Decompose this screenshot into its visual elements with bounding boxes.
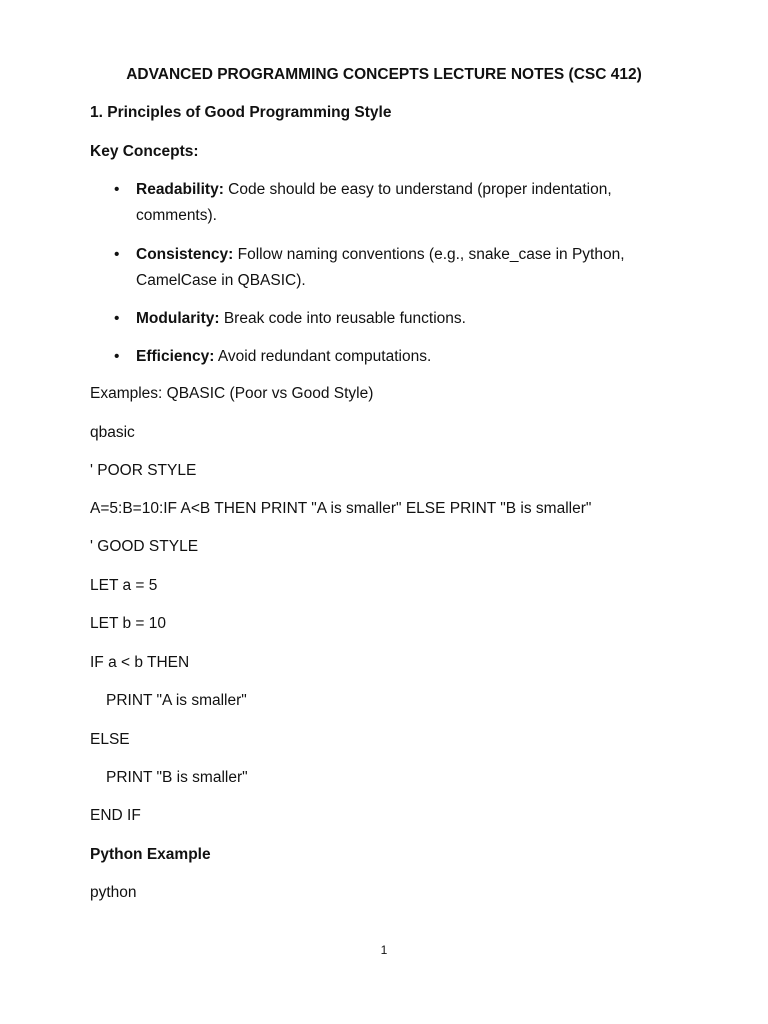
- code-line: LET a = 5: [90, 577, 158, 594]
- bullet-point: •: [114, 348, 120, 365]
- bullet-readability: [136, 177, 656, 229]
- document-title: ADVANCED PROGRAMMING CONCEPTS LECTURE NOTES (CSC 412): [126, 66, 642, 83]
- code-line: LET b = 10: [90, 615, 166, 632]
- bullet-point: •: [114, 181, 120, 198]
- bullet-text: Break code into reusable functions.: [219, 310, 466, 327]
- code-line: ELSE: [90, 731, 130, 748]
- key-concepts-heading: Key Concepts:: [90, 143, 199, 160]
- qbasic-label: qbasic: [90, 424, 135, 441]
- examples-label: Examples: QBASIC (Poor vs Good Style): [90, 385, 374, 402]
- bullet-efficiency: [136, 344, 656, 370]
- code-line: ' POOR STYLE: [90, 462, 197, 479]
- bullet-term: Readability:: [136, 181, 224, 198]
- bullet-text: Avoid redundant computations.: [214, 348, 432, 365]
- python-label: python: [90, 884, 137, 901]
- python-heading: Python Example: [90, 846, 211, 863]
- bullet-point: •: [114, 310, 120, 327]
- bullet-point: •: [114, 246, 120, 263]
- code-line: ' GOOD STYLE: [90, 538, 199, 555]
- bullet-term: Efficiency:: [136, 348, 215, 365]
- bullet-term: Consistency:: [136, 246, 234, 263]
- code-line: PRINT "A is smaller": [106, 692, 247, 709]
- bullet-term: Modularity:: [136, 310, 220, 327]
- bullet-consistency: [136, 242, 656, 294]
- code-line: END IF: [90, 807, 141, 824]
- code-line: PRINT "B is smaller": [106, 769, 248, 786]
- code-line: IF a < b THEN: [90, 654, 190, 671]
- bullet-modularity: [136, 306, 656, 332]
- code-line: A=5:B=10:IF A<B THEN PRINT "A is smaller" ELSE PRINT "B is smaller": [90, 500, 592, 517]
- bullet-text: Code should be easy to understand (proper indentation, comments).: [136, 181, 612, 224]
- section-heading: 1. Principles of Good Programming Style: [90, 104, 392, 121]
- bullet-text: Follow naming conventions (e.g., snake_case in Python, CamelCase in QBASIC).: [136, 246, 625, 289]
- page-number: 1: [380, 943, 388, 957]
